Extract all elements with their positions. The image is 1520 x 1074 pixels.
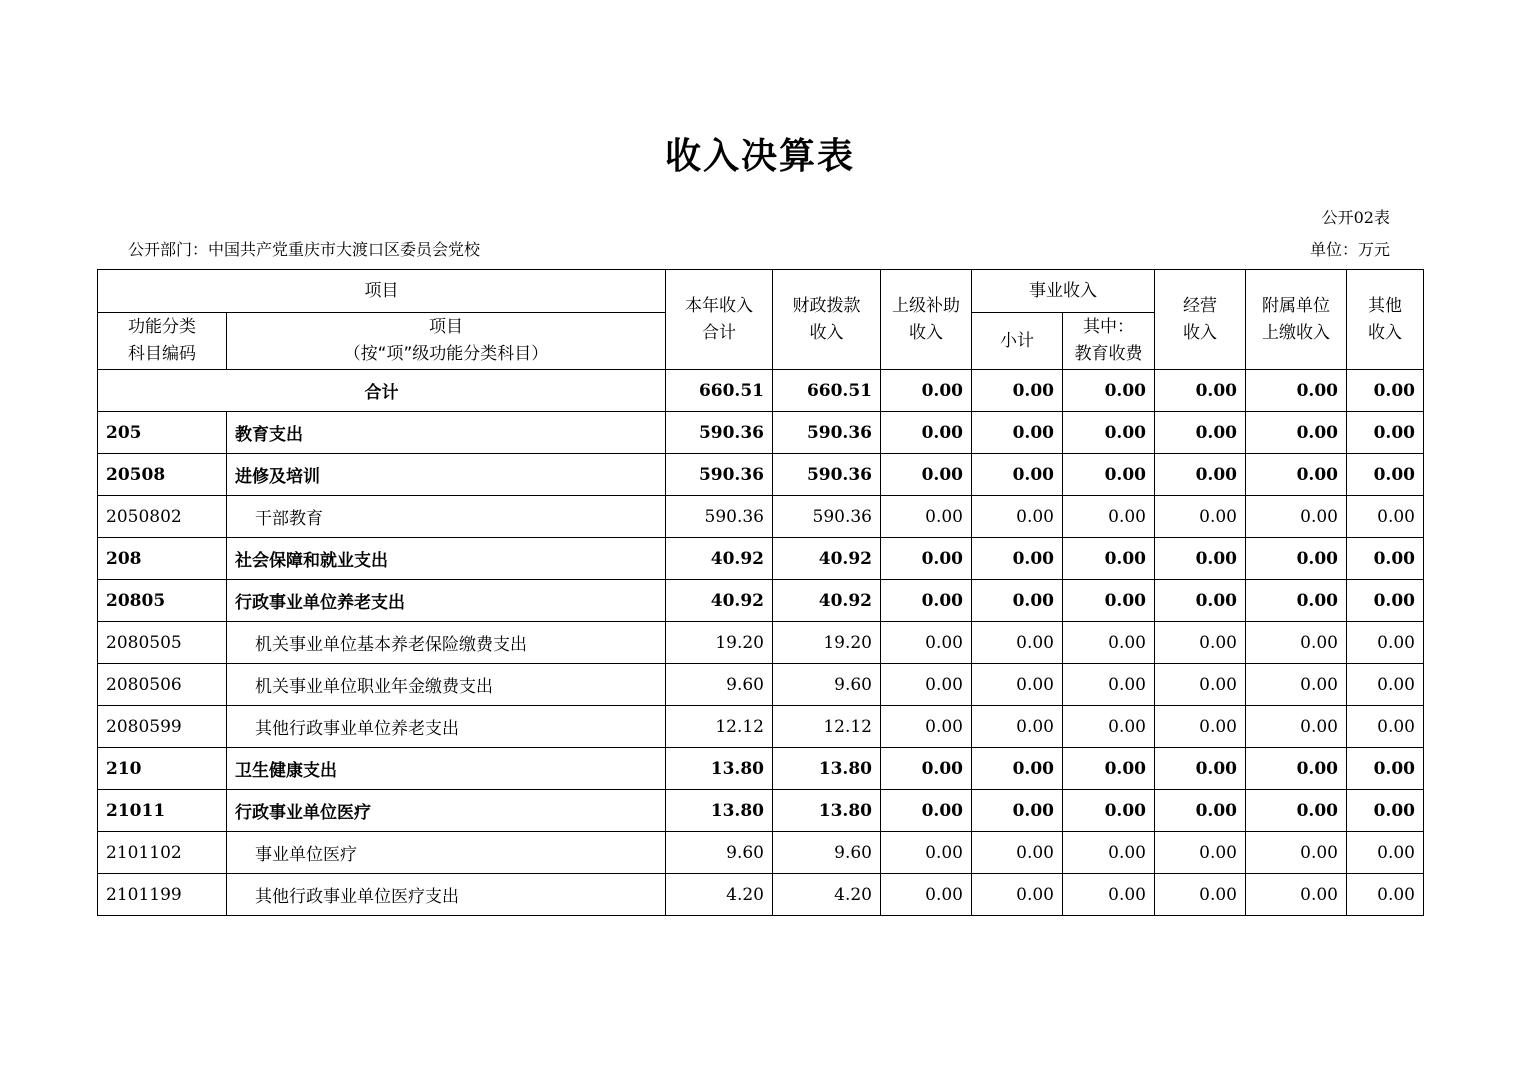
row-value: 0.00 (972, 412, 1063, 454)
header-project-group: 项目 (98, 270, 666, 313)
row-code: 20805 (98, 580, 227, 622)
row-value: 0.00 (1155, 706, 1246, 748)
row-value: 590.36 (666, 496, 773, 538)
table-row (98, 664, 1424, 706)
row-code: 2080599 (98, 706, 227, 748)
row-value: 0.00 (881, 496, 972, 538)
header-affiliated: 附属单位 上缴收入 (1246, 270, 1347, 370)
total-value: 0.00 (881, 370, 972, 412)
row-name: 其他行政事业单位养老支出 (227, 706, 666, 748)
row-value: 590.36 (773, 496, 881, 538)
row-value: 0.00 (1155, 664, 1246, 706)
table-row (98, 622, 1424, 664)
header-subtotal: 小计 (972, 313, 1063, 370)
total-value: 0.00 (1063, 370, 1155, 412)
row-value: 0.00 (1155, 454, 1246, 496)
row-value: 0.00 (1246, 412, 1347, 454)
total-value: 0.00 (1246, 370, 1347, 412)
row-value: 590.36 (773, 412, 881, 454)
row-value: 0.00 (1246, 454, 1347, 496)
row-name: 机关事业单位职业年金缴费支出 (227, 664, 666, 706)
table-row (98, 496, 1424, 538)
row-value: 0.00 (1063, 832, 1155, 874)
row-value: 0.00 (972, 496, 1063, 538)
row-value: 0.00 (1155, 538, 1246, 580)
header-superior: 上级补助 收入 (881, 270, 972, 370)
row-value: 0.00 (881, 790, 972, 832)
row-value: 590.36 (666, 454, 773, 496)
row-name: 行政事业单位养老支出 (227, 580, 666, 622)
row-value: 0.00 (881, 664, 972, 706)
row-value: 0.00 (1063, 580, 1155, 622)
row-value: 9.60 (666, 664, 773, 706)
row-code: 2080506 (98, 664, 227, 706)
row-value: 9.60 (773, 832, 881, 874)
row-value: 0.00 (1347, 412, 1424, 454)
row-value: 0.00 (972, 790, 1063, 832)
row-value: 0.00 (1063, 790, 1155, 832)
table-row (98, 538, 1424, 580)
row-value: 0.00 (1155, 496, 1246, 538)
row-value: 0.00 (1246, 748, 1347, 790)
row-value: 0.00 (1246, 706, 1347, 748)
total-value: 0.00 (1347, 370, 1424, 412)
row-name: 社会保障和就业支出 (227, 538, 666, 580)
row-value: 9.60 (666, 832, 773, 874)
row-value: 0.00 (1347, 706, 1424, 748)
row-value: 40.92 (773, 580, 881, 622)
total-value: 660.51 (773, 370, 881, 412)
table-row (98, 706, 1424, 748)
table-row (98, 454, 1424, 496)
row-value: 0.00 (1347, 664, 1424, 706)
total-value: 660.51 (666, 370, 773, 412)
table-row (98, 748, 1424, 790)
row-code: 210 (98, 748, 227, 790)
row-value: 40.92 (666, 538, 773, 580)
row-value: 4.20 (773, 874, 881, 916)
row-value: 0.00 (1347, 496, 1424, 538)
row-value: 0.00 (1155, 790, 1246, 832)
row-value: 0.00 (972, 874, 1063, 916)
total-row (98, 370, 1424, 412)
row-value: 12.12 (666, 706, 773, 748)
row-value: 590.36 (666, 412, 773, 454)
row-value: 0.00 (1347, 454, 1424, 496)
row-value: 0.00 (972, 832, 1063, 874)
row-value: 0.00 (1155, 748, 1246, 790)
row-code: 2101102 (98, 832, 227, 874)
row-value: 0.00 (881, 538, 972, 580)
row-value: 0.00 (881, 454, 972, 496)
row-value: 19.20 (773, 622, 881, 664)
table-row (98, 790, 1424, 832)
row-value: 0.00 (1246, 664, 1347, 706)
table-row (98, 412, 1424, 454)
total-value: 0.00 (1155, 370, 1246, 412)
header-other: 其他 收入 (1347, 270, 1424, 370)
row-name: 行政事业单位医疗 (227, 790, 666, 832)
row-value: 0.00 (1347, 874, 1424, 916)
row-value: 0.00 (1063, 622, 1155, 664)
row-value: 0.00 (1246, 832, 1347, 874)
row-value: 0.00 (1246, 622, 1347, 664)
row-value: 0.00 (1155, 622, 1246, 664)
unit-label: 单位：万元 (1309, 240, 1390, 259)
row-value: 0.00 (1347, 580, 1424, 622)
row-value: 590.36 (773, 454, 881, 496)
department-label: 公开部门：中国共产党重庆市大渡口区委员会党校 (128, 240, 481, 259)
table-row (98, 580, 1424, 622)
row-value: 0.00 (1347, 538, 1424, 580)
row-name: 卫生健康支出 (227, 748, 666, 790)
row-code: 2101199 (98, 874, 227, 916)
row-value: 0.00 (972, 664, 1063, 706)
row-code: 2050802 (98, 496, 227, 538)
row-value: 0.00 (1246, 496, 1347, 538)
row-code: 20508 (98, 454, 227, 496)
row-name: 事业单位医疗 (227, 832, 666, 874)
row-value: 0.00 (1347, 748, 1424, 790)
row-value: 12.12 (773, 706, 881, 748)
row-value: 13.80 (666, 790, 773, 832)
row-value: 0.00 (1246, 538, 1347, 580)
row-value: 0.00 (881, 622, 972, 664)
row-value: 40.92 (666, 580, 773, 622)
row-value: 0.00 (1063, 664, 1155, 706)
total-label: 合计 (98, 370, 666, 412)
row-value: 9.60 (773, 664, 881, 706)
row-value: 0.00 (1063, 874, 1155, 916)
row-name: 机关事业单位基本养老保险缴费支出 (227, 622, 666, 664)
row-name: 进修及培训 (227, 454, 666, 496)
row-value: 0.00 (1246, 580, 1347, 622)
row-value: 0.00 (1155, 874, 1246, 916)
total-value: 0.00 (972, 370, 1063, 412)
row-name: 教育支出 (227, 412, 666, 454)
row-value: 0.00 (972, 706, 1063, 748)
row-value: 0.00 (881, 412, 972, 454)
row-value: 0.00 (1155, 580, 1246, 622)
row-value: 0.00 (1347, 832, 1424, 874)
row-value: 13.80 (773, 748, 881, 790)
row-value: 0.00 (1246, 790, 1347, 832)
row-value: 40.92 (773, 538, 881, 580)
row-name: 其他行政事业单位医疗支出 (227, 874, 666, 916)
income-table (97, 269, 1424, 916)
row-value: 0.00 (881, 874, 972, 916)
row-value: 0.00 (1155, 412, 1246, 454)
row-value: 4.20 (666, 874, 773, 916)
row-value: 13.80 (773, 790, 881, 832)
row-value: 0.00 (1063, 412, 1155, 454)
table-row (98, 874, 1424, 916)
row-name: 干部教育 (227, 496, 666, 538)
table-row (98, 832, 1424, 874)
row-value: 0.00 (881, 748, 972, 790)
row-value: 0.00 (972, 454, 1063, 496)
row-code: 21011 (98, 790, 227, 832)
row-value: 0.00 (881, 580, 972, 622)
header-name: 项目 （按“项”级功能分类科目） (227, 313, 666, 370)
row-code: 205 (98, 412, 227, 454)
row-value: 0.00 (1063, 748, 1155, 790)
header-total: 本年收入 合计 (666, 270, 773, 370)
row-value: 0.00 (1246, 874, 1347, 916)
row-code: 2080505 (98, 622, 227, 664)
row-value: 0.00 (881, 706, 972, 748)
row-value: 0.00 (1155, 832, 1246, 874)
row-value: 0.00 (972, 538, 1063, 580)
row-value: 0.00 (1063, 538, 1155, 580)
header-fiscal: 财政拨款 收入 (773, 270, 881, 370)
header-code: 功能分类 科目编码 (98, 313, 227, 370)
page-title: 收入决算表 (664, 136, 855, 177)
row-value: 13.80 (666, 748, 773, 790)
row-value: 0.00 (1347, 790, 1424, 832)
row-value: 0.00 (972, 748, 1063, 790)
header-education: 其中： 教育收费 (1063, 313, 1155, 370)
header-business-group: 事业收入 (972, 270, 1155, 313)
row-value: 0.00 (972, 622, 1063, 664)
row-value: 19.20 (666, 622, 773, 664)
form-number: 公开02表 (1321, 208, 1390, 227)
row-value: 0.00 (1063, 706, 1155, 748)
row-value: 0.00 (1347, 622, 1424, 664)
row-value: 0.00 (881, 832, 972, 874)
row-value: 0.00 (1063, 454, 1155, 496)
row-value: 0.00 (1063, 496, 1155, 538)
row-value: 0.00 (972, 580, 1063, 622)
row-code: 208 (98, 538, 227, 580)
header-operating: 经营 收入 (1155, 270, 1246, 370)
